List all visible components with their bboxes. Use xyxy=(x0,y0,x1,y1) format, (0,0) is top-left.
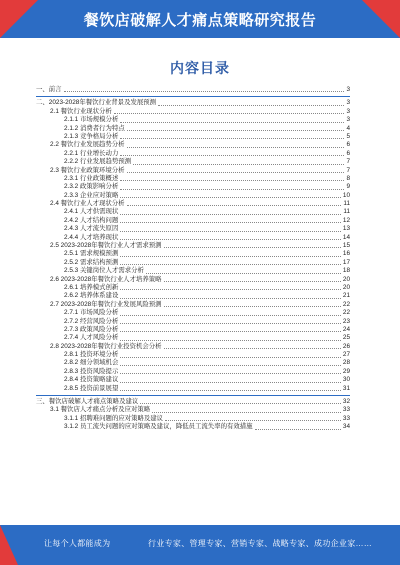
toc-entry[interactable] xyxy=(36,234,350,242)
toc-leader-dots xyxy=(127,130,345,131)
toc-entry[interactable] xyxy=(36,423,350,431)
toc-leader-dots xyxy=(120,331,341,332)
toc-leader-dots xyxy=(165,420,341,421)
toc-entry[interactable] xyxy=(36,217,350,225)
toc-leader-dots xyxy=(120,315,341,316)
toc-leader-dots xyxy=(152,412,341,413)
toc-entry-page: 29 xyxy=(342,367,350,375)
toc-leader-dots xyxy=(120,373,341,374)
toc-leader-dots xyxy=(120,138,344,139)
toc-entry[interactable] xyxy=(36,276,350,284)
toc-entry-label: 3.1.1 招聘难问题的应对策略及建议 xyxy=(64,414,164,422)
toc-entry-label: 2.1.1 市场规模分析 xyxy=(64,116,119,124)
toc-separator xyxy=(36,395,350,396)
toc-leader-dots xyxy=(64,91,345,92)
toc-entry-label: 2.5.3 关键岗位人才需求分析 xyxy=(64,267,144,275)
toc-leader-dots xyxy=(140,403,341,404)
toc-entry-page: 9 xyxy=(346,183,350,191)
toc-entry-page: 22 xyxy=(342,300,350,308)
toc-entry-label: 2.4.1 人才供需现状 xyxy=(64,208,119,216)
toc-entry[interactable] xyxy=(36,259,350,267)
toc-entry-label: 2.7.1 市场风险分析 xyxy=(64,309,119,317)
toc-entry-label: 2.7.4 人才风险分析 xyxy=(64,334,119,342)
toc-entry-page: 33 xyxy=(342,414,350,422)
toc-entry-label: 2.8.5 投资前景展望 xyxy=(64,384,119,392)
toc-entry-page: 11 xyxy=(343,208,350,216)
footer-left-accent xyxy=(0,525,18,565)
toc-entry-label: 三、餐饮店破解人才痛点策略及建议 xyxy=(36,398,139,406)
toc-separator xyxy=(36,96,350,97)
toc-entry-page: 22 xyxy=(342,309,350,317)
toc-entry-page: 3 xyxy=(346,85,350,93)
toc-entry[interactable] xyxy=(36,150,350,158)
toc-entry[interactable] xyxy=(36,318,350,326)
toc-leader-dots xyxy=(120,222,341,223)
toc-entry-label: 2.8 2023-2028年餐饮行业投资机会分析 xyxy=(50,342,162,350)
toc-leader-dots xyxy=(120,323,341,324)
toc-leader-dots xyxy=(120,189,344,190)
toc-entry-page: 7 xyxy=(346,166,350,174)
toc-entry-label: 2.1.3 竞争格局分析 xyxy=(64,132,119,140)
toc-entry-label: 2.3 餐饮行业政策环境分析 xyxy=(50,166,125,174)
toc-entry-label: 2.2 餐饮行业发展趋势分析 xyxy=(50,141,125,149)
toc-entry-page: 3 xyxy=(346,116,350,124)
toc-entry-label: 2.4 餐饮行业人才现状分析 xyxy=(50,200,125,208)
toc-heading: 内容目录 xyxy=(170,60,230,76)
toc-entry-page: 25 xyxy=(342,334,350,342)
toc-entry[interactable] xyxy=(36,116,350,124)
toc-entry-page: 16 xyxy=(342,250,350,258)
toc-entry-label: 2.6.1 培养模式创新 xyxy=(64,283,119,291)
table-of-contents xyxy=(36,86,350,432)
toc-entry-page: 6 xyxy=(346,141,350,149)
toc-entry-page: 32 xyxy=(342,398,350,406)
toc-entry-label: 一、前言 xyxy=(36,85,62,93)
toc-entry-page: 8 xyxy=(346,174,350,182)
toc-leader-dots xyxy=(120,390,341,391)
toc-leader-dots xyxy=(120,340,341,341)
toc-entry[interactable] xyxy=(36,208,350,216)
toc-entry[interactable] xyxy=(36,225,350,233)
footer-brand-text: 让每个人都能成为 xyxy=(44,539,111,548)
toc-entry-page: 31 xyxy=(342,384,350,392)
toc-entry-label: 2.7.3 政策风险分析 xyxy=(64,325,119,333)
toc-entry-label: 2.4.4 人才培养现状 xyxy=(64,233,119,241)
toc-entry[interactable] xyxy=(36,183,350,191)
report-title: 餐饮店破解人才痛点策略研究报告 xyxy=(83,12,317,29)
toc-entry-label: 二、2023-2028年餐饮行业背景及发展预测 xyxy=(36,99,157,107)
toc-entry[interactable] xyxy=(36,141,350,149)
toc-entry-label: 2.4.2 人才结构问题 xyxy=(64,216,119,224)
toc-leader-dots xyxy=(127,172,345,173)
toc-entry[interactable] xyxy=(36,250,350,258)
toc-leader-dots xyxy=(114,113,345,114)
toc-entry[interactable] xyxy=(36,99,350,107)
toc-leader-dots xyxy=(120,289,341,290)
toc-entry-page: 3 xyxy=(346,99,350,107)
toc-entry[interactable] xyxy=(36,415,350,423)
toc-entry-page: 27 xyxy=(342,351,350,359)
toc-entry-label: 3.1 餐饮店人才痛点分析及应对策略 xyxy=(50,406,151,414)
toc-entry-label: 3.1.2 员工流失问题的应对策略及建议，降低员工流失率的有效措施 xyxy=(64,423,253,431)
toc-entry-page: 21 xyxy=(342,292,350,300)
toc-entry-page: 12 xyxy=(342,216,350,224)
toc-leader-dots xyxy=(127,205,342,206)
toc-entry-page: 20 xyxy=(342,283,350,291)
toc-leader-dots xyxy=(120,197,341,198)
toc-leader-dots xyxy=(164,306,341,307)
toc-leader-dots xyxy=(120,365,341,366)
header-left-accent xyxy=(0,0,38,38)
toc-entry-label: 2.5.1 需求规模预测 xyxy=(64,250,119,258)
toc-entry-page: 23 xyxy=(342,317,350,325)
toc-leader-dots xyxy=(120,231,341,232)
toc-leader-dots xyxy=(120,214,341,215)
toc-entry-label: 2.1 餐饮行业现状分析 xyxy=(50,107,112,115)
toc-entry-page: 6 xyxy=(346,149,350,157)
toc-entry-page: 20 xyxy=(342,275,350,283)
toc-entry[interactable] xyxy=(36,125,350,133)
footer-tagline: 行业专家、管理专家、营销专家、战略专家、成功企业家…… xyxy=(148,539,373,548)
toc-leader-dots xyxy=(164,281,341,282)
toc-entry-page: 34 xyxy=(342,423,350,431)
toc-entry-label: 2.2.2 行业发展趋势预测 xyxy=(64,158,132,166)
toc-leader-dots xyxy=(120,298,341,299)
toc-entry[interactable] xyxy=(36,406,350,414)
toc-entry-label: 2.3.2 政策影响分析 xyxy=(64,183,119,191)
toc-entry[interactable] xyxy=(36,108,350,116)
toc-leader-dots xyxy=(120,155,344,156)
toc-entry-label: 2.7 2023-2028年餐饮行业发展风险预测 xyxy=(50,300,162,308)
toc-entry[interactable] xyxy=(36,343,350,351)
toc-entry[interactable] xyxy=(36,292,350,300)
toc-entry[interactable] xyxy=(36,158,350,166)
toc-leader-dots xyxy=(120,256,341,257)
toc-leader-dots xyxy=(164,348,341,349)
toc-leader-dots xyxy=(127,147,345,148)
toc-entry-page: 15 xyxy=(342,242,350,250)
toc-leader-dots xyxy=(164,247,341,248)
toc-leader-dots xyxy=(146,273,341,274)
toc-entry-label: 2.8.1 投资环境分析 xyxy=(64,351,119,359)
toc-leader-dots xyxy=(120,382,341,383)
toc-entry[interactable] xyxy=(36,360,350,368)
toc-entry-label: 2.7.2 经营风险分析 xyxy=(64,317,119,325)
header-right-accent xyxy=(362,0,400,38)
toc-entry-page: 14 xyxy=(342,233,350,241)
toc-entry-page: 28 xyxy=(342,359,350,367)
toc-leader-dots xyxy=(120,239,341,240)
toc-entry-page: 4 xyxy=(346,124,350,132)
toc-entry-label: 2.8.2 细分领域机会 xyxy=(64,359,119,367)
toc-entry-label: 2.4.3 人才流失原因 xyxy=(64,225,119,233)
toc-entry-page: 26 xyxy=(342,342,350,350)
toc-entry[interactable] xyxy=(36,267,350,275)
toc-entry-label: 2.8.4 投资策略建议 xyxy=(64,376,119,384)
toc-entry-label: 2.6 2023-2028年餐饮行业人才培养策略 xyxy=(50,275,162,283)
toc-entry[interactable] xyxy=(36,376,350,384)
toc-entry-page: 33 xyxy=(342,406,350,414)
toc-entry-label: 2.6.2 培养体系建设 xyxy=(64,292,119,300)
toc-entry-label: 2.2.1 行业增长动力 xyxy=(64,149,119,157)
toc-entry[interactable] xyxy=(36,385,350,393)
header-banner xyxy=(0,0,400,38)
footer-banner xyxy=(0,525,400,565)
toc-entry-page: 18 xyxy=(342,267,350,275)
toc-leader-dots xyxy=(120,264,341,265)
toc-entry-page: 17 xyxy=(342,258,350,266)
toc-entry-label: 2.3.1 行业政策概述 xyxy=(64,174,119,182)
toc-entry-page: 30 xyxy=(342,376,350,384)
toc-entry-page: 13 xyxy=(342,225,350,233)
toc-entry[interactable] xyxy=(36,167,350,175)
toc-entry[interactable] xyxy=(36,301,350,309)
toc-entry-page: 7 xyxy=(346,158,350,166)
toc-entry-page: 24 xyxy=(342,325,350,333)
toc-leader-dots xyxy=(158,105,344,106)
toc-entry-label: 2.8.3 投资风险提示 xyxy=(64,367,119,375)
toc-entry-label: 2.5.2 需求结构预测 xyxy=(64,258,119,266)
toc-entry[interactable] xyxy=(36,309,350,317)
toc-leader-dots xyxy=(133,164,344,165)
toc-entry-label: 2.3.3 企业应对策略 xyxy=(64,191,119,199)
toc-entry[interactable] xyxy=(36,334,350,342)
toc-leader-dots xyxy=(120,180,344,181)
toc-entry-label: 2.1.2 消费者行为特点 xyxy=(64,124,125,132)
toc-leader-dots xyxy=(120,357,341,358)
toc-entry-page: 10 xyxy=(342,191,350,199)
toc-entry-page: 3 xyxy=(346,107,350,115)
toc-leader-dots xyxy=(120,122,344,123)
toc-entry[interactable] xyxy=(36,192,350,200)
toc-entry[interactable] xyxy=(36,86,350,94)
toc-entry-page: 5 xyxy=(346,132,350,140)
toc-leader-dots xyxy=(255,429,341,430)
toc-entry-page: 11 xyxy=(343,200,350,208)
toc-entry-label: 2.5 2023-2028年餐饮行业人才需求预测 xyxy=(50,242,162,250)
